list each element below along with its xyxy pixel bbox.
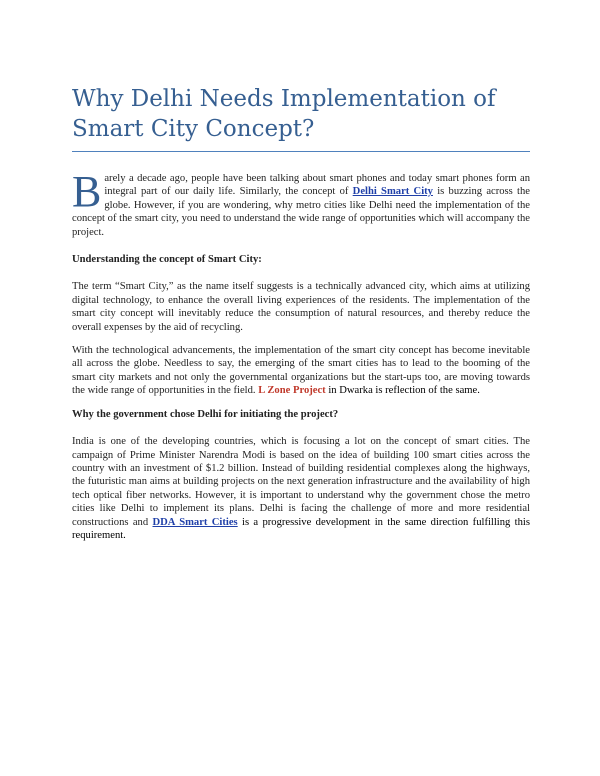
concept-paragraph: The term “Smart City,” as the name itself suggests is a technically advanced city, which aims at utilizing digital technology, to enhance the overall living experiences of the residents. The implementation of the smart city concept will inevitably reduce the consumption of natural resources, and thereby reduce the overall expenses by the aid of recycling. <box>72 281 530 333</box>
l-zone-project-link[interactable]: L Zone Project <box>258 385 326 397</box>
why-delhi-text-end: is a progressive development in the same direction fulfilling this requirement. <box>72 516 530 541</box>
section-heading-why-delhi: Why the government chose Delhi for initiating the project? <box>72 408 339 420</box>
intro-text-end: is buzzing across the globe. However, if you are wondering, why metro cities like Delhi need the implementation of the concept of the smart city, you need to understand the wide range of opportunities which will accompany the project. <box>72 186 530 238</box>
title-divider <box>72 151 530 152</box>
article-title: Why Delhi Needs Implementation of Smart City Concept? <box>72 86 496 142</box>
advancements-paragraph <box>72 344 530 398</box>
intro-paragraph <box>72 167 530 239</box>
drop-cap: B <box>72 167 102 216</box>
advancements-text-end: in Dwarka is reflection of the same. <box>325 385 480 397</box>
delhi-smart-city-link[interactable]: Delhi Smart City <box>352 186 433 198</box>
document-page <box>72 84 530 552</box>
dda-smart-cities-link[interactable]: DDA Smart Cities <box>152 516 238 528</box>
why-delhi-text-start: India is one of the developing countries, which is focusing a lot on the concept of smart cities. The campaign of Prime Minister Narendra Modi is based on the idea of building 100 smart cities across the country with an investment of $1.2 billion. Instead of building residential complexes along the highways, the futuristic man aims at building projects on the next generation infrastructure and the availability of high tech optical fiber networks. However, it is important to understand why the government chose the metro cities like Delhi to implement its plans. Delhi is facing the challenge of more and more residential constructions and <box>72 436 530 528</box>
section-heading-concept: Understanding the concept of Smart City: <box>72 254 262 266</box>
why-delhi-paragraph <box>72 435 530 542</box>
advancements-text-start: With the technological advancements, the implementation of the smart city concept has become inevitable all across the globe. Needless to say, the emerging of the smart cities has to lead to the booming of the smart city markets and not only the governmental organizations but the start-ups too, are moving towards the wide range of opportunities in the field. <box>72 345 530 397</box>
intro-text-start: arely a decade ago, people have been talking about smart phones and today smart phones form an integral part of our daily life. Similarly, the concept of <box>104 173 530 198</box>
